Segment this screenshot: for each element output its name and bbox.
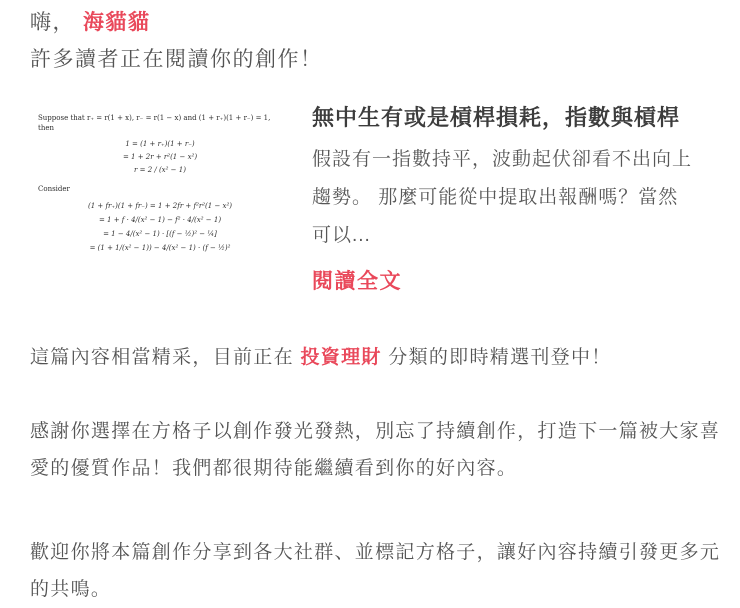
formula-eq6: = 1 − 4/(x² − 1) · [(f − ½)² − ¼]: [103, 230, 217, 238]
formula-eq7: = (1 + 1/(x² − 1)) − 4/(x² − 1) · (f − ½)²: [89, 244, 231, 252]
featured-prefix: 這篇內容相當精采，目前正在: [30, 347, 301, 368]
formula-intro: Suppose that r₊ = r(1 + x), r₋ = r(1 − x) and (1 + r₊)(1 + r₋) = 1, then: [38, 114, 271, 132]
formula-eq5: = 1 + f · 4/(x² − 1) − f² · 4/(x² − 1): [98, 216, 222, 224]
username: 海貓貓: [83, 11, 151, 34]
article-excerpt: 假設有一指數持平，波動起伏卻看不出向上趨勢。 那麼可能從中提取出報酬嗎？當然可以...: [312, 149, 693, 246]
formula-eq3: r = 2 / (x² − 1): [134, 166, 186, 174]
article-thumbnail[interactable]: [30, 101, 286, 269]
greeting-line: [30, 8, 720, 38]
category-link[interactable]: 投資理財: [300, 347, 382, 368]
formula-eq4: (1 + fr₊)(1 + fr₋) = 1 + 2fr + f²r²(1 − x²): [87, 202, 233, 210]
subtitle: 許多讀者正在閱讀你的創作！: [30, 48, 323, 71]
formula-consider: Consider: [38, 185, 70, 193]
article-title[interactable]: 無中生有或是槓桿損耗，指數與槓桿: [312, 105, 681, 130]
formula-block2: [38, 199, 282, 255]
formula-eq2: = 1 + 2r + r²(1 − x²): [122, 153, 198, 161]
share-message: 歡迎你將本篇創作分享到各大社群、並標記方格子，讓好內容持續引發更多元的共鳴。: [30, 542, 721, 600]
read-more-link[interactable]: 閱讀全文: [312, 270, 402, 293]
greeting-prefix: 嗨，: [30, 11, 75, 34]
formula-eq1: 1 = (1 + r₊)(1 + r₋): [125, 140, 195, 148]
article-info: [312, 101, 720, 295]
featured-suffix: 分類的即時精選刊登中！: [381, 347, 612, 368]
article-card: [30, 101, 720, 295]
thanks-message: 感謝你選擇在方格子以創作發光發熱，別忘了持續創作，打造下一篇被大家喜愛的優質作品！我們都很期待能繼續看到你的好內容。: [30, 421, 721, 479]
featured-status-text: [30, 343, 720, 373]
